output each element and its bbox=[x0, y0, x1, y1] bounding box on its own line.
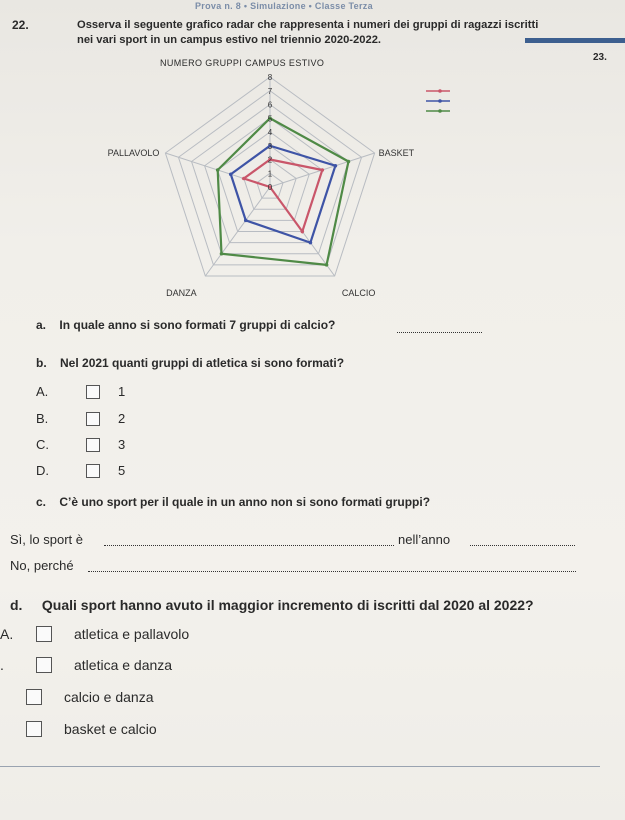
option-value: atletica e danza bbox=[74, 657, 173, 673]
tick-label: 2 bbox=[267, 155, 273, 165]
tick-label: 5 bbox=[267, 114, 273, 124]
data-point bbox=[220, 252, 224, 256]
series-polygon-2021 bbox=[231, 146, 336, 243]
tick-label: 1 bbox=[267, 169, 273, 179]
option-letter: B. bbox=[36, 411, 49, 426]
checkbox-d-b[interactable] bbox=[36, 657, 52, 673]
data-point bbox=[244, 219, 248, 223]
question-b bbox=[36, 356, 344, 370]
answer-c-yes-label: Sì, lo sport è bbox=[10, 532, 83, 547]
question-22-text: Osserva il seguente grafico radar che rappresenta i numeri dei gruppi di ragazzi iscritti nei vari sport in un campus estivo nel triennio 2020-2022. bbox=[77, 19, 539, 46]
checkbox-b-c[interactable] bbox=[86, 438, 100, 452]
answer-a-line[interactable] bbox=[397, 320, 482, 333]
question-c-text: C’è uno sport per il quale in un anno non si sono formati gruppi? bbox=[59, 495, 431, 509]
answer-c-no-label: No, perché bbox=[10, 558, 74, 573]
tick-label: 4 bbox=[267, 128, 273, 137]
legend-marker bbox=[438, 99, 442, 103]
option-d-c[interactable] bbox=[0, 689, 154, 705]
axis-label: DANZA bbox=[166, 287, 197, 298]
exam-header-label: Prova n. 8 • Simulazione • Classe Terza bbox=[195, 1, 373, 11]
data-point bbox=[229, 172, 233, 176]
question-c-letter: c. bbox=[36, 495, 47, 509]
tick-label: 3 bbox=[267, 141, 273, 151]
option-value: 3 bbox=[118, 437, 126, 452]
answer-c-year-line[interactable] bbox=[470, 533, 575, 546]
option-b-d[interactable] bbox=[36, 463, 125, 478]
question-22-number: 22. bbox=[12, 18, 29, 32]
option-d-b[interactable] bbox=[0, 657, 172, 673]
data-point bbox=[301, 230, 305, 234]
answer-c-reason-line[interactable] bbox=[88, 559, 576, 572]
question-a-text: In quale anno si sono formati 7 gruppi di calcio? bbox=[59, 318, 336, 332]
checkbox-b-a[interactable] bbox=[86, 385, 100, 399]
option-b-a[interactable] bbox=[36, 384, 125, 399]
axis-label: CALCIO bbox=[341, 287, 376, 298]
axis-label: BASKET bbox=[378, 148, 415, 159]
option-b-b[interactable] bbox=[36, 411, 125, 426]
question-d-text: Quali sport hanno avuto il maggior incremento di iscritti dal 2020 al 2022? bbox=[41, 597, 534, 613]
checkbox-d-d[interactable] bbox=[26, 721, 42, 737]
data-point bbox=[334, 164, 338, 168]
legend-marker bbox=[438, 109, 442, 113]
question-a bbox=[36, 318, 335, 332]
question-b-text: Nel 2021 quanti gruppi di atletica si sono formati? bbox=[60, 356, 345, 370]
axis-label: PALLAVOLO bbox=[107, 148, 160, 159]
option-value: 5 bbox=[118, 463, 126, 478]
tick-label: 0 bbox=[267, 183, 273, 192]
option-value: atletica e pallavolo bbox=[74, 626, 190, 642]
question-a-letter: a. bbox=[36, 318, 47, 332]
chart-title: NUMERO GRUPPI CAMPUS ESTIVO bbox=[160, 58, 325, 68]
checkbox-b-d[interactable] bbox=[86, 464, 100, 478]
option-letter: C. bbox=[36, 437, 49, 452]
question-b-letter: b. bbox=[36, 356, 47, 370]
tick-label: 7 bbox=[267, 86, 273, 96]
answer-c-sport-line[interactable] bbox=[104, 533, 394, 546]
data-point bbox=[321, 168, 325, 172]
question-d-letter: d. bbox=[10, 597, 23, 613]
option-value: 2 bbox=[118, 411, 126, 426]
option-b-c[interactable] bbox=[36, 437, 125, 452]
legend-marker bbox=[438, 89, 442, 93]
question-23-number: 23. bbox=[593, 52, 607, 63]
question-c bbox=[36, 495, 430, 509]
option-d-a[interactable] bbox=[0, 626, 189, 642]
data-point bbox=[325, 263, 329, 267]
option-letter: . bbox=[0, 657, 4, 673]
option-letter: D. bbox=[36, 463, 49, 478]
tick-label: 8 bbox=[267, 73, 273, 82]
data-point bbox=[347, 160, 351, 164]
data-point bbox=[309, 241, 313, 245]
page-divider bbox=[0, 766, 600, 767]
tick-label: 6 bbox=[267, 100, 273, 110]
option-value: calcio e danza bbox=[64, 689, 154, 705]
option-value: basket e calcio bbox=[64, 721, 157, 737]
option-d-d[interactable] bbox=[0, 721, 157, 737]
option-value: 1 bbox=[118, 384, 126, 399]
option-letter: A. bbox=[36, 384, 49, 399]
option-letter: A. bbox=[0, 626, 14, 642]
radar-chart bbox=[70, 70, 450, 340]
data-point bbox=[216, 168, 220, 172]
checkbox-d-a[interactable] bbox=[36, 626, 52, 642]
checkbox-d-c[interactable] bbox=[26, 689, 42, 705]
data-point bbox=[242, 177, 246, 181]
answer-c-year-label: nell’anno bbox=[398, 532, 451, 547]
checkbox-b-b[interactable] bbox=[86, 412, 100, 426]
question-d bbox=[10, 597, 534, 613]
